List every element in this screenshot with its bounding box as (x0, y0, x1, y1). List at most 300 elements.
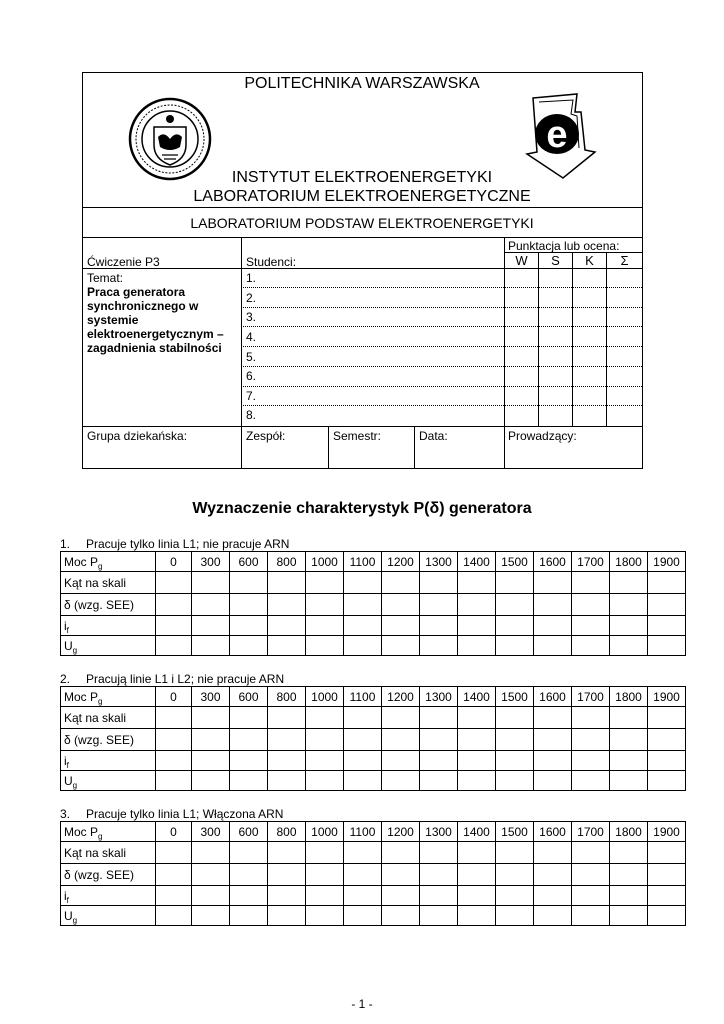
student-number: 2. (246, 291, 257, 305)
entry-cell[interactable] (230, 572, 268, 594)
power-value-cell: 1600 (534, 552, 572, 572)
power-value-cell: 1600 (534, 822, 572, 842)
topic-line: synchronicznego w (87, 299, 199, 313)
power-value-cell: 0 (156, 822, 192, 842)
entry-cell[interactable] (458, 729, 496, 751)
row-label (61, 751, 156, 771)
row-label (61, 771, 156, 791)
entry-cell[interactable] (156, 707, 192, 729)
entry-cell[interactable] (648, 729, 686, 751)
entry-cell[interactable] (230, 842, 268, 864)
row-label-subscript: f (66, 895, 69, 905)
entry-cell[interactable] (156, 864, 192, 886)
entry-cell[interactable] (192, 886, 230, 906)
entry-cell[interactable] (534, 771, 572, 791)
power-value-cell: 1400 (458, 552, 496, 572)
entry-cell[interactable] (268, 771, 306, 791)
topic-line: zagadnienia stabilności (87, 341, 222, 355)
entry-cell[interactable] (382, 864, 420, 886)
entry-cell[interactable] (496, 729, 534, 751)
score-col-sum: Σ (620, 253, 629, 268)
row-label-subscript: g (98, 696, 103, 706)
power-value-cell: 1000 (306, 822, 344, 842)
entry-cell[interactable] (610, 751, 648, 771)
entry-cell[interactable] (192, 572, 230, 594)
entry-cell[interactable] (230, 707, 268, 729)
team-label: Zespół: (246, 429, 286, 443)
row-label (61, 864, 156, 886)
entry-cell[interactable] (268, 572, 306, 594)
entry-cell[interactable] (306, 616, 344, 636)
entry-cell[interactable] (534, 707, 572, 729)
entry-cell[interactable] (382, 572, 420, 594)
row-label (61, 687, 156, 707)
entry-cell[interactable] (610, 616, 648, 636)
power-value-cell: 800 (268, 552, 306, 572)
entry-cell[interactable] (192, 751, 230, 771)
row-power (61, 552, 686, 572)
row-label (61, 616, 156, 636)
entry-cell[interactable] (192, 616, 230, 636)
entry-cell[interactable] (458, 707, 496, 729)
power-value-cell: 1400 (458, 822, 496, 842)
entry-cell[interactable] (156, 616, 192, 636)
entry-cell[interactable] (572, 572, 610, 594)
entry-cell[interactable] (420, 729, 458, 751)
row-scale-angle (61, 707, 686, 729)
entry-cell[interactable] (344, 707, 382, 729)
power-value-cell: 0 (156, 687, 192, 707)
row-label-subscript: g (72, 780, 78, 790)
entry-cell[interactable] (230, 636, 268, 656)
entry-cell[interactable] (648, 636, 686, 656)
power-value-cell: 1800 (610, 822, 648, 842)
entry-cell[interactable] (230, 594, 268, 616)
section-number: 1. (60, 537, 71, 551)
row-delta (61, 864, 686, 886)
entry-cell[interactable] (230, 616, 268, 636)
entry-cell[interactable] (572, 842, 610, 864)
row-label-text: Moc P (64, 554, 99, 569)
entry-cell[interactable] (192, 771, 230, 791)
row-label-text: i (64, 888, 67, 903)
row-label (61, 552, 156, 572)
topic-label: Temat: (87, 271, 124, 285)
row-label-text: U (64, 773, 73, 788)
section-title: Pracuje tylko linia L1; Włączona ARN (86, 807, 284, 821)
entry-cell[interactable] (572, 707, 610, 729)
power-value-cell: 1500 (496, 552, 534, 572)
entry-cell[interactable] (268, 842, 306, 864)
entry-cell[interactable] (572, 751, 610, 771)
entry-cell[interactable] (420, 906, 458, 926)
student-number: 4. (246, 330, 257, 344)
row-label (61, 572, 156, 594)
entry-cell[interactable] (534, 886, 572, 906)
entry-cell[interactable] (344, 771, 382, 791)
entry-cell[interactable] (610, 906, 648, 926)
entry-cell[interactable] (610, 864, 648, 886)
entry-cell[interactable] (648, 906, 686, 926)
power-value-cell: 0 (156, 552, 192, 572)
entry-cell[interactable] (192, 707, 230, 729)
course-name: LABORATORIUM PODSTAW ELEKTROENERGETYKI (190, 215, 534, 231)
entry-cell[interactable] (496, 572, 534, 594)
student-number: 8. (246, 408, 257, 422)
entry-cell[interactable] (230, 906, 268, 926)
entry-cell[interactable] (344, 636, 382, 656)
entry-cell[interactable] (534, 906, 572, 926)
entry-cell[interactable] (382, 906, 420, 926)
row-label-text: Kąt na skali (64, 575, 127, 590)
entry-cell[interactable] (572, 886, 610, 906)
row-scale-angle (61, 572, 686, 594)
section-heading (60, 807, 283, 821)
entry-cell[interactable] (458, 594, 496, 616)
power-value-cell: 1700 (572, 552, 610, 572)
entry-cell[interactable] (382, 707, 420, 729)
entry-cell[interactable] (458, 616, 496, 636)
entry-cell[interactable] (610, 842, 648, 864)
power-value-cell: 600 (230, 687, 268, 707)
row-label (61, 842, 156, 864)
entry-cell[interactable] (382, 729, 420, 751)
entry-cell[interactable] (572, 616, 610, 636)
entry-cell[interactable] (156, 751, 192, 771)
entry-cell[interactable] (268, 707, 306, 729)
row-label-subscript: g (72, 645, 78, 655)
entry-cell[interactable] (610, 636, 648, 656)
entry-cell[interactable] (572, 771, 610, 791)
entry-cell[interactable] (192, 864, 230, 886)
entry-cell[interactable] (306, 864, 344, 886)
topic-line: elektroenergetycznym – (87, 327, 224, 341)
student-number: 6. (246, 369, 257, 383)
entry-cell[interactable] (534, 751, 572, 771)
entry-cell[interactable] (306, 771, 344, 791)
entry-cell[interactable] (306, 594, 344, 616)
power-value-cell: 300 (192, 552, 230, 572)
power-value-cell: 1500 (496, 822, 534, 842)
power-value-cell: 1200 (382, 687, 420, 707)
entry-cell[interactable] (534, 594, 572, 616)
row-label-text: Kąt na skali (64, 710, 127, 725)
entry-cell[interactable] (572, 864, 610, 886)
score-col-s: S (551, 253, 560, 268)
power-value-cell: 1000 (306, 687, 344, 707)
entry-cell[interactable] (268, 729, 306, 751)
entry-cell[interactable] (156, 636, 192, 656)
row-label (61, 707, 156, 729)
row-power (61, 687, 686, 707)
power-value-cell: 1100 (344, 552, 382, 572)
section-title: Pracuje tylko linia L1; nie pracuje ARN (86, 537, 290, 551)
row-label-subscript: g (98, 831, 103, 841)
row-voltage (61, 771, 686, 791)
semester-label: Semestr: (333, 429, 382, 443)
entry-cell[interactable] (420, 594, 458, 616)
entry-cell[interactable] (344, 906, 382, 926)
entry-cell[interactable] (306, 707, 344, 729)
entry-cell[interactable] (268, 751, 306, 771)
entry-cell[interactable] (420, 842, 458, 864)
entry-cell[interactable] (382, 636, 420, 656)
section-heading (60, 672, 284, 686)
institute-name: INSTYTUT ELEKTROENERGETYKI (231, 169, 493, 186)
entry-cell[interactable] (230, 771, 268, 791)
row-label-text: i (64, 753, 67, 768)
entry-cell[interactable] (344, 842, 382, 864)
power-value-cell: 1100 (344, 822, 382, 842)
entry-cell[interactable] (496, 864, 534, 886)
students-label: Studenci: (246, 255, 297, 269)
entry-cell[interactable] (382, 616, 420, 636)
row-delta (61, 729, 686, 751)
entry-cell[interactable] (648, 864, 686, 886)
entry-cell[interactable] (610, 572, 648, 594)
entry-cell[interactable] (344, 751, 382, 771)
entry-cell[interactable] (420, 886, 458, 906)
entry-cell[interactable] (230, 729, 268, 751)
entry-cell[interactable] (572, 636, 610, 656)
entry-cell[interactable] (420, 572, 458, 594)
row-label-text: U (64, 908, 73, 923)
entry-cell[interactable] (458, 636, 496, 656)
entry-cell[interactable] (382, 771, 420, 791)
score-label: Punktacja lub ocena: (508, 239, 620, 253)
power-value-cell: 300 (192, 822, 230, 842)
entry-cell[interactable] (420, 864, 458, 886)
power-value-cell: 1000 (306, 552, 344, 572)
power-value-cell: 1300 (420, 552, 458, 572)
entry-cell[interactable] (648, 707, 686, 729)
row-label (61, 729, 156, 751)
entry-cell[interactable] (648, 572, 686, 594)
row-label (61, 906, 156, 926)
entry-cell[interactable] (230, 751, 268, 771)
entry-cell[interactable] (306, 842, 344, 864)
entry-cell[interactable] (496, 771, 534, 791)
date-label: Data: (419, 429, 448, 443)
entry-cell[interactable] (534, 636, 572, 656)
entry-cell[interactable] (648, 616, 686, 636)
group-label: Grupa dziekańska: (87, 429, 188, 443)
entry-cell[interactable] (458, 751, 496, 771)
entry-cell[interactable] (610, 729, 648, 751)
entry-cell[interactable] (306, 572, 344, 594)
row-field-current (61, 886, 686, 906)
row-label (61, 636, 156, 656)
entry-cell[interactable] (420, 636, 458, 656)
row-label-text: δ (wzg. SEE) (64, 732, 135, 747)
power-value-cell: 1400 (458, 687, 496, 707)
power-value-cell: 1600 (534, 687, 572, 707)
entry-cell[interactable] (458, 771, 496, 791)
entry-cell[interactable] (648, 594, 686, 616)
power-value-cell: 1500 (496, 687, 534, 707)
entry-cell[interactable] (192, 906, 230, 926)
exercise-label: Ćwiczenie P3 (87, 255, 160, 269)
entry-cell[interactable] (306, 729, 344, 751)
row-delta (61, 594, 686, 616)
entry-cell[interactable] (496, 636, 534, 656)
power-value-cell: 600 (230, 822, 268, 842)
main-title: Wyznaczenie charakterystyk P(δ) generatora (192, 500, 532, 517)
entry-cell[interactable] (572, 906, 610, 926)
power-value-cell: 1100 (344, 687, 382, 707)
entry-cell[interactable] (268, 886, 306, 906)
power-value-cell: 1300 (420, 687, 458, 707)
entry-cell[interactable] (382, 886, 420, 906)
section-title: Pracują linie L1 i L2; nie pracuje ARN (86, 672, 285, 686)
laboratory-name: LABORATORIUM ELEKTROENERGETYCZNE (193, 188, 531, 205)
entry-cell[interactable] (156, 906, 192, 926)
entry-cell[interactable] (648, 842, 686, 864)
entry-cell[interactable] (156, 842, 192, 864)
score-col-w: W (515, 253, 528, 268)
entry-cell[interactable] (458, 572, 496, 594)
entry-cell[interactable] (420, 771, 458, 791)
student-number: 7. (246, 389, 257, 403)
svg-text:e: e (546, 114, 568, 156)
entry-cell[interactable] (648, 886, 686, 906)
power-value-cell: 1900 (648, 822, 686, 842)
power-value-cell: 1800 (610, 687, 648, 707)
power-value-cell: 1700 (572, 822, 610, 842)
row-label (61, 822, 156, 842)
row-label-subscript: f (66, 625, 69, 635)
instructor-label: Prowadzący: (508, 429, 577, 443)
entry-cell[interactable] (306, 886, 344, 906)
entry-cell[interactable] (156, 594, 192, 616)
power-value-cell: 800 (268, 687, 306, 707)
row-label (61, 886, 156, 906)
entry-cell[interactable] (610, 594, 648, 616)
entry-cell[interactable] (382, 594, 420, 616)
entry-cell[interactable] (268, 594, 306, 616)
power-value-cell: 300 (192, 687, 230, 707)
entry-cell[interactable] (344, 594, 382, 616)
entry-cell[interactable] (572, 594, 610, 616)
entry-cell[interactable] (344, 864, 382, 886)
entry-cell[interactable] (648, 771, 686, 791)
entry-cell[interactable] (156, 729, 192, 751)
entry-cell[interactable] (344, 729, 382, 751)
power-value-cell: 1900 (648, 552, 686, 572)
power-value-cell: 800 (268, 822, 306, 842)
row-label-subscript: f (66, 760, 69, 770)
entry-cell[interactable] (458, 906, 496, 926)
row-scale-angle (61, 842, 686, 864)
entry-cell[interactable] (344, 616, 382, 636)
row-label (61, 594, 156, 616)
entry-cell[interactable] (268, 616, 306, 636)
row-label-text: δ (wzg. SEE) (64, 597, 135, 612)
entry-cell[interactable] (458, 842, 496, 864)
entry-cell[interactable] (496, 842, 534, 864)
entry-cell[interactable] (534, 864, 572, 886)
university-name: POLITECHNIKA WARSZAWSKA (244, 75, 480, 92)
entry-cell[interactable] (344, 886, 382, 906)
entry-cell[interactable] (458, 864, 496, 886)
entry-cell[interactable] (496, 594, 534, 616)
section-number: 2. (60, 672, 71, 686)
entry-cell[interactable] (306, 906, 344, 926)
entry-cell[interactable] (534, 616, 572, 636)
entry-cell[interactable] (496, 707, 534, 729)
entry-cell[interactable] (382, 842, 420, 864)
entry-cell[interactable] (610, 771, 648, 791)
row-label-text: Moc P (64, 689, 99, 704)
entry-cell[interactable] (496, 886, 534, 906)
entry-cell[interactable] (458, 886, 496, 906)
entry-cell[interactable] (496, 906, 534, 926)
power-value-cell: 1700 (572, 687, 610, 707)
row-field-current (61, 751, 686, 771)
entry-cell[interactable] (192, 842, 230, 864)
entry-cell[interactable] (230, 886, 268, 906)
row-power (61, 822, 686, 842)
row-label-text: δ (wzg. SEE) (64, 867, 135, 882)
row-label-subscript: g (98, 561, 103, 571)
row-label-text: Kąt na skali (64, 845, 127, 860)
entry-cell[interactable] (156, 771, 192, 791)
power-value-cell: 1200 (382, 822, 420, 842)
entry-cell[interactable] (420, 751, 458, 771)
entry-cell[interactable] (192, 729, 230, 751)
row-field-current (61, 616, 686, 636)
measurement-table (60, 686, 686, 791)
entry-cell[interactable] (306, 636, 344, 656)
measurement-table (60, 821, 686, 926)
entry-cell[interactable] (534, 572, 572, 594)
power-value-cell: 1200 (382, 552, 420, 572)
section-heading (60, 537, 289, 551)
entry-cell[interactable] (610, 886, 648, 906)
entry-cell[interactable] (268, 906, 306, 926)
power-value-cell: 600 (230, 552, 268, 572)
entry-cell[interactable] (156, 886, 192, 906)
entry-cell[interactable] (534, 842, 572, 864)
entry-cell[interactable] (306, 751, 344, 771)
row-label-text: Moc P (64, 824, 99, 839)
entry-cell[interactable] (268, 636, 306, 656)
topic-line: Praca generatora (87, 285, 186, 299)
entry-cell[interactable] (648, 751, 686, 771)
entry-cell[interactable] (268, 864, 306, 886)
page-number: - 1 - (351, 997, 373, 1011)
entry-cell[interactable] (156, 572, 192, 594)
entry-cell[interactable] (534, 729, 572, 751)
entry-cell[interactable] (230, 864, 268, 886)
power-value-cell: 1900 (648, 687, 686, 707)
measurement-table (60, 551, 686, 656)
entry-cell[interactable] (420, 707, 458, 729)
entry-cell[interactable] (610, 707, 648, 729)
section-number: 3. (60, 807, 71, 821)
entry-cell[interactable] (192, 636, 230, 656)
entry-cell[interactable] (496, 616, 534, 636)
score-col-k: K (585, 253, 594, 268)
entry-cell[interactable] (572, 729, 610, 751)
entry-cell[interactable] (382, 751, 420, 771)
entry-cell[interactable] (420, 616, 458, 636)
entry-cell[interactable] (496, 751, 534, 771)
topic-line: systemie (87, 313, 139, 327)
entry-cell[interactable] (192, 594, 230, 616)
entry-cell[interactable] (344, 572, 382, 594)
row-label-text: i (64, 618, 67, 633)
